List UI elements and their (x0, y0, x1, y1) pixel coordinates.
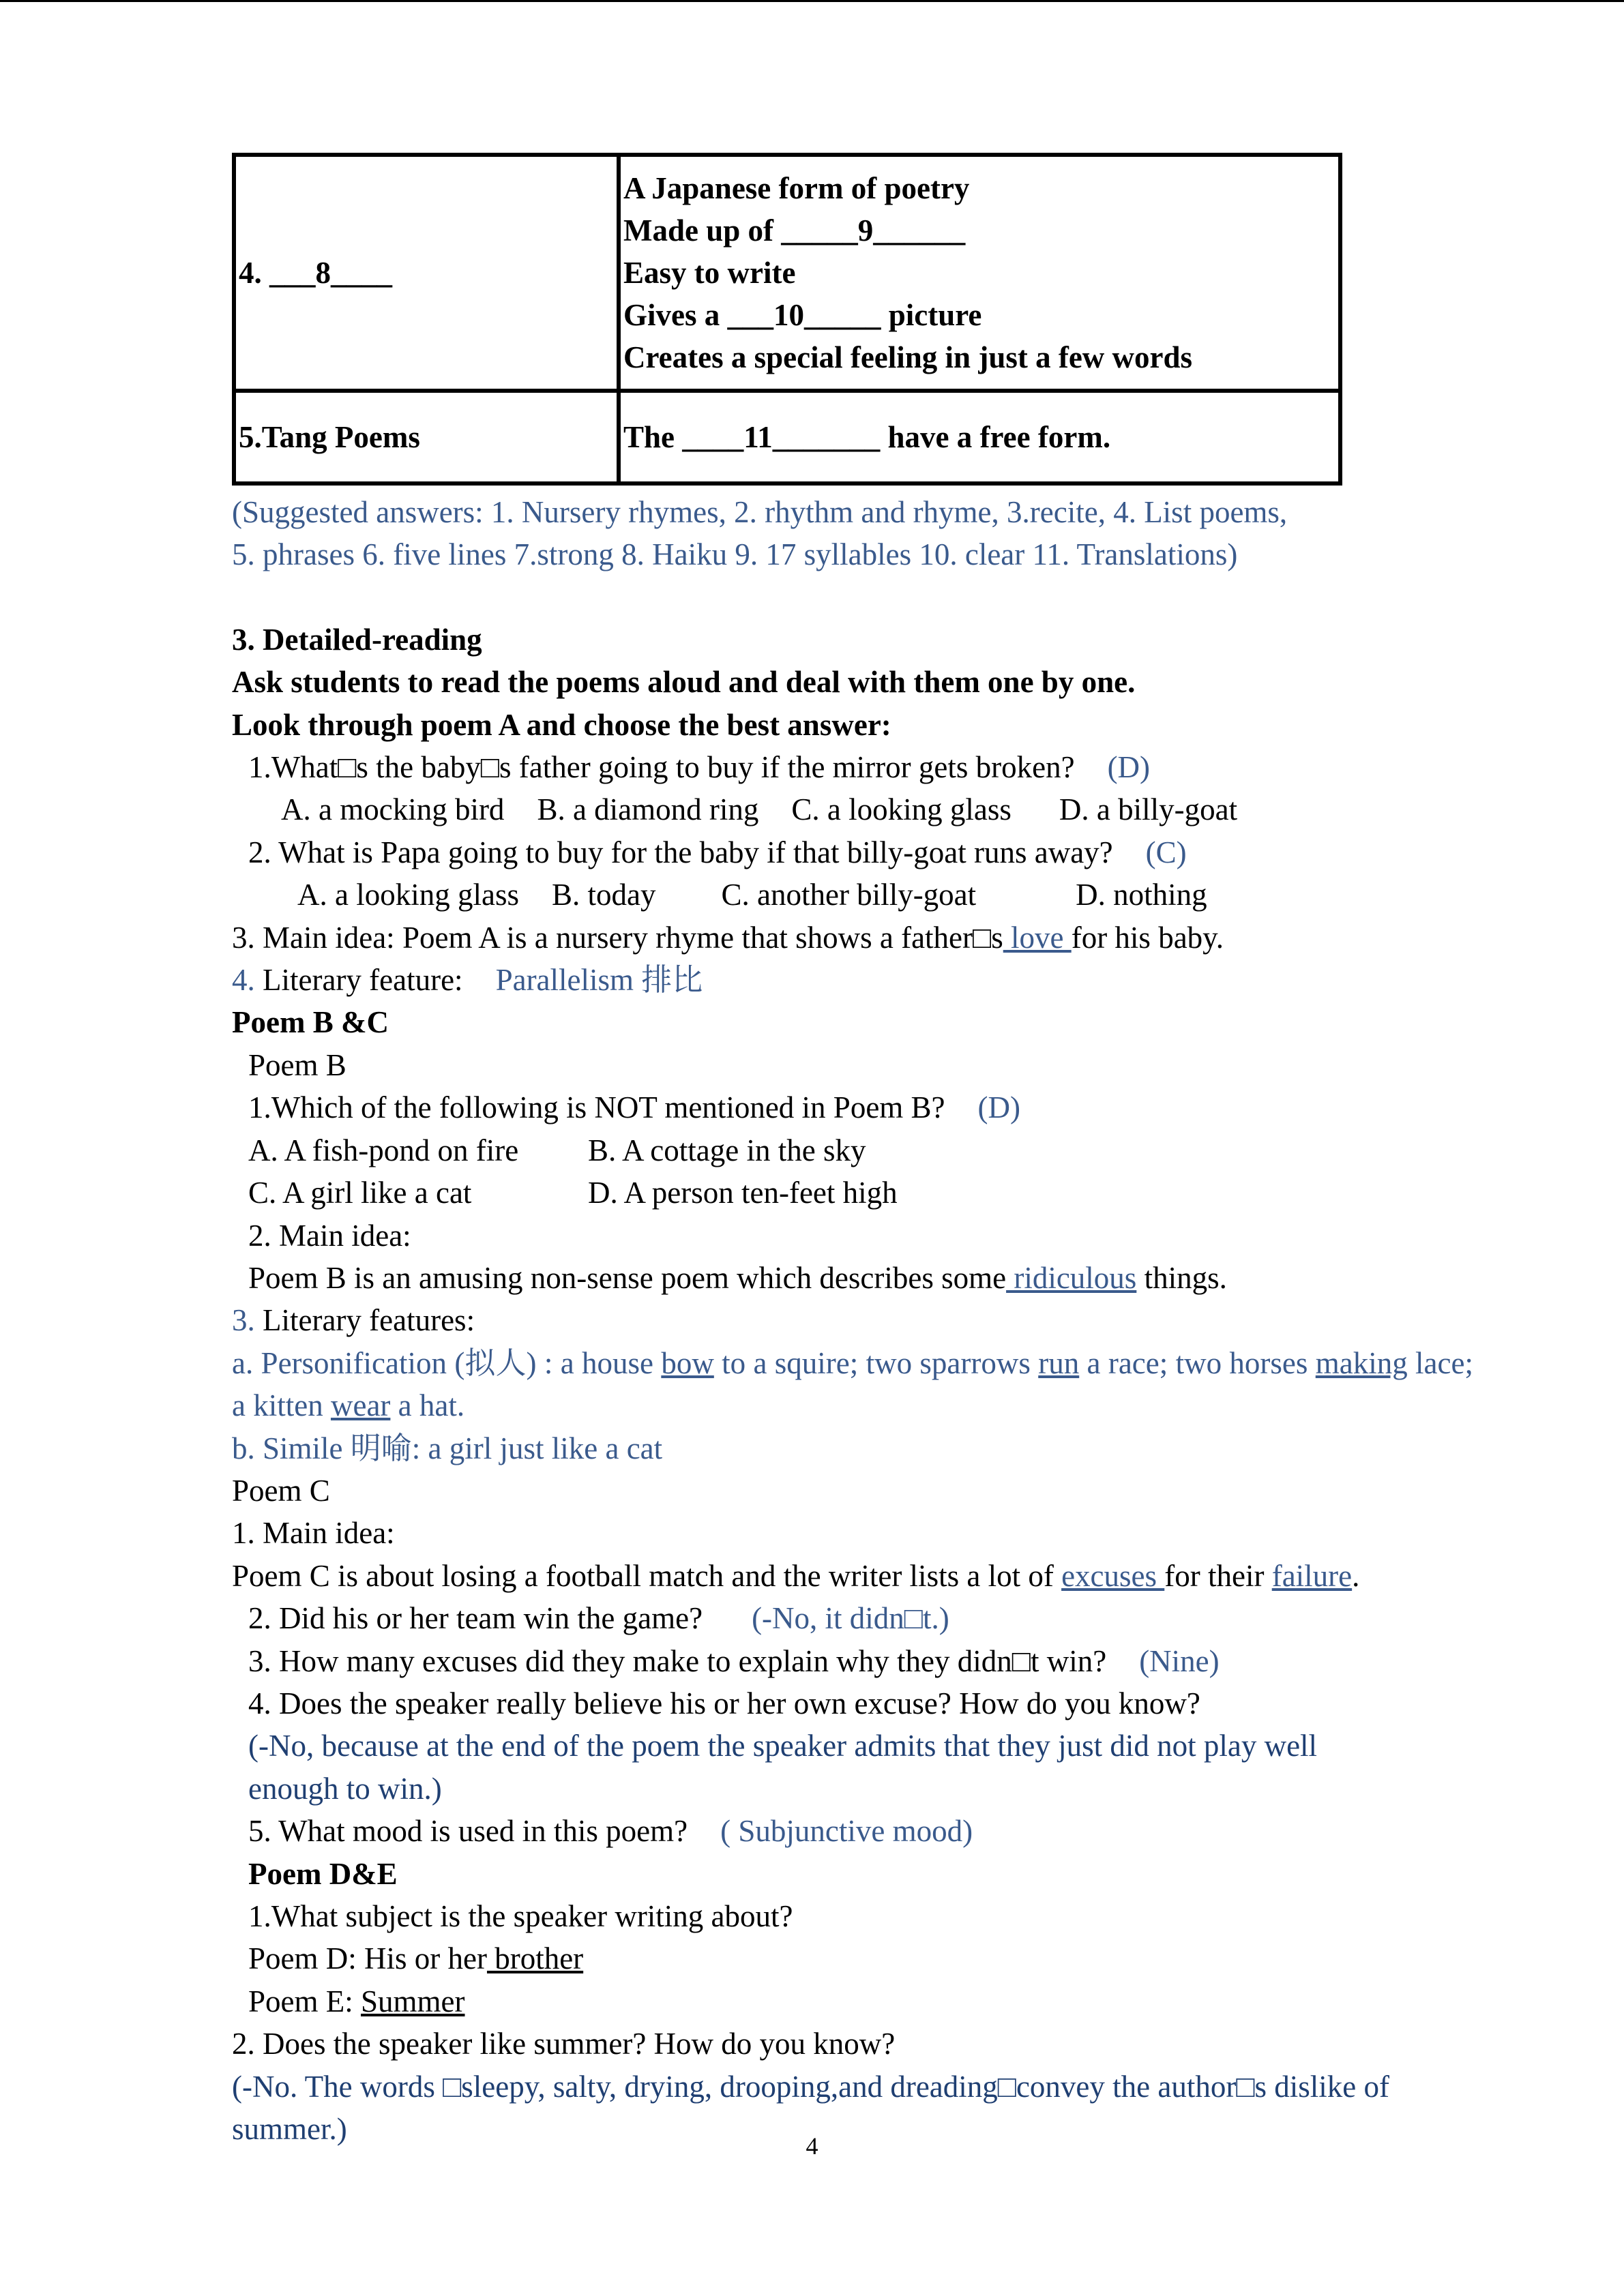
answer-text: (Nine) (1139, 1643, 1220, 1678)
options-line (232, 1129, 1473, 1172)
options-line (232, 1172, 1473, 1214)
answer-keyword: run (1038, 1345, 1080, 1380)
option-text: D. a billy-goat (1059, 792, 1238, 827)
item-number: 3. (232, 1303, 255, 1338)
main-idea-text: . (1352, 1558, 1360, 1593)
options-line (232, 788, 1473, 831)
main-idea-line (232, 1257, 1473, 1299)
table-row (234, 155, 1340, 391)
feature-line: Easy to write (623, 256, 796, 290)
table-cell-form-features: The ____11_______ have a free form. (619, 391, 1340, 483)
page-number: 4 (806, 2132, 818, 2160)
section-heading: Poem B &C (232, 1005, 389, 1040)
answer-text: a. Personification (拟人) : a house (232, 1345, 662, 1380)
option-text: D. nothing (1076, 878, 1207, 912)
suggested-answers-line: (Suggested answers: 1. Nursery rhymes, 2. rhythm and rhyme, 3.recite, 4. List poems, (232, 495, 1288, 529)
question-text: 2. Did his or her team win the game? (248, 1601, 703, 1636)
poem-title: Poem B (248, 1047, 346, 1082)
answer-text: a hat. (390, 1388, 465, 1423)
answer-text: (C) (1145, 835, 1187, 869)
question-line: 1. Main idea: (232, 1516, 395, 1551)
main-idea-text: 3. Main idea: Poem A is a nursery rhyme that shows a father□s (232, 920, 1003, 955)
answer-label: Poem D: His or her (248, 1941, 487, 1976)
option-text: A. a mocking bird (281, 792, 505, 827)
question-line (232, 1086, 1473, 1129)
feature-line: Gives a ___10_____ picture (623, 298, 982, 332)
question-text: 3. How many excuses did they make to explain why they didn□t win? (248, 1643, 1107, 1678)
main-idea-text: things. (1136, 1260, 1227, 1295)
option-text: C. another billy-goat (721, 878, 977, 912)
table-row (234, 391, 1340, 483)
suggested-answers-line: 5. phrases 6. five lines 7.strong 8. Haiku 9. 17 syllables 10. clear 11. Translations) (232, 537, 1238, 572)
main-idea-line (232, 916, 1473, 959)
feature-line: Creates a special feeling in just a few words (623, 340, 1193, 374)
option-text: B. today (551, 878, 656, 912)
answer-line (232, 1980, 1473, 2023)
main-idea-text: Poem B is an amusing non-sense poem which describes some (248, 1260, 1007, 1295)
feature-line: Made up of _____9______ (623, 213, 966, 248)
option-text: B. A cottage in the sky (588, 1133, 866, 1167)
simile-answer: b. Simile 明喻: a girl just like a cat (232, 1431, 663, 1465)
answer-text: (D) (977, 1090, 1020, 1125)
answer-label: Poem E: (248, 1984, 361, 2018)
answer-text: failure (1271, 1558, 1353, 1593)
option-text: B. a diamond ring (537, 792, 759, 827)
answer-keyword: making (1315, 1345, 1408, 1380)
question-text: 5. What mood is used in this poem? (248, 1814, 688, 1849)
top-border-line (0, 0, 1624, 2)
question-line: 2. Main idea: (248, 1218, 411, 1253)
main-idea-text: Poem C is about losing a football match and the writer lists a lot of (232, 1558, 1062, 1593)
question-line (232, 831, 1473, 874)
question-line (232, 1640, 1473, 1682)
section-heading: 3. Detailed-reading (232, 622, 482, 657)
question-line (232, 1597, 1473, 1639)
answer-text: (D) (1107, 750, 1151, 785)
answer-text: excuses (1061, 1558, 1165, 1593)
main-idea-text: for his baby. (1071, 920, 1224, 955)
poem-title: Poem C (232, 1473, 330, 1508)
answer-text: to a squire; two sparrows (713, 1345, 1039, 1380)
question-line: 2. Does the speaker like summer? How do you know? (232, 2027, 896, 2061)
literary-feature-line (232, 959, 1473, 1001)
main-idea-line (232, 1555, 1473, 1597)
question-line: 1.What subject is the speaker writing about? (248, 1899, 793, 1933)
options-line (232, 874, 1473, 916)
answer-text: brother (486, 1941, 584, 1976)
table-cell-form-features (619, 155, 1340, 391)
literary-feature-line (232, 1299, 1473, 1341)
answer-text: love (1003, 920, 1072, 955)
personification-answer (232, 1342, 1473, 1427)
option-text: A. a looking glass (297, 878, 519, 912)
feature-label: Literary features: (254, 1303, 475, 1338)
question-text: 1.What□s the baby□s father going to buy if the mirror gets broken? (248, 750, 1075, 785)
question-line (232, 746, 1473, 788)
question-line: 4. Does the speaker really believe his or her own excuse? How do you know? (248, 1686, 1200, 1720)
option-text: D. A person ten-feet high (588, 1176, 898, 1210)
answer-line: enough to win.) (248, 1771, 442, 1806)
document-page (232, 153, 1473, 2150)
answer-text: (-No, it didn□t.) (752, 1601, 949, 1636)
answer-line: (-No, because at the end of the poem the speaker admits that they just did not play well (248, 1729, 1318, 1763)
question-text: 2. What is Papa going to buy for the baby if that billy-goat runs away? (248, 835, 1113, 869)
answer-keyword: wear (330, 1388, 391, 1423)
answer-text: Summer (361, 1984, 465, 2018)
question-text: 1.Which of the following is NOT mentioned in Poem B? (248, 1090, 945, 1125)
answer-keyword: bow (661, 1345, 714, 1380)
instruction-text: Look through poem A and choose the best answer: (232, 707, 891, 742)
item-number: 4. (232, 963, 255, 998)
answer-line: (-No. The words □sleepy, salty, drying, drooping,and dreading□convey the author□s dislike of (232, 2069, 1390, 2104)
option-text: C. a looking glass (791, 792, 1012, 827)
answer-text: Parallelism 排比 (495, 963, 703, 998)
option-text: A. A fish-pond on fire (248, 1133, 519, 1167)
answer-text: ridiculous (1006, 1260, 1137, 1295)
question-line (232, 1810, 1473, 1852)
instruction-text: Ask students to read the poems aloud and deal with them one by one. (232, 665, 1136, 700)
table-cell-form-name: 5.Tang Poems (234, 391, 619, 483)
table-cell-form-name: 4. ___8____ (234, 155, 619, 391)
answer-line: summer.) (232, 2112, 347, 2147)
answer-line (232, 1937, 1473, 1980)
answer-text: ( Subjunctive mood) (720, 1814, 973, 1849)
poem-forms-table (232, 153, 1342, 486)
section-heading: Poem D&E (248, 1856, 398, 1891)
feature-label: Literary feature: (254, 963, 463, 998)
answer-text: lace; a kitten (232, 1345, 1473, 1423)
main-idea-text: for their (1164, 1558, 1272, 1593)
option-text: C. A girl like a cat (248, 1176, 472, 1210)
feature-line: A Japanese form of poetry (623, 171, 970, 205)
answer-text: a race; two horses (1079, 1345, 1316, 1380)
